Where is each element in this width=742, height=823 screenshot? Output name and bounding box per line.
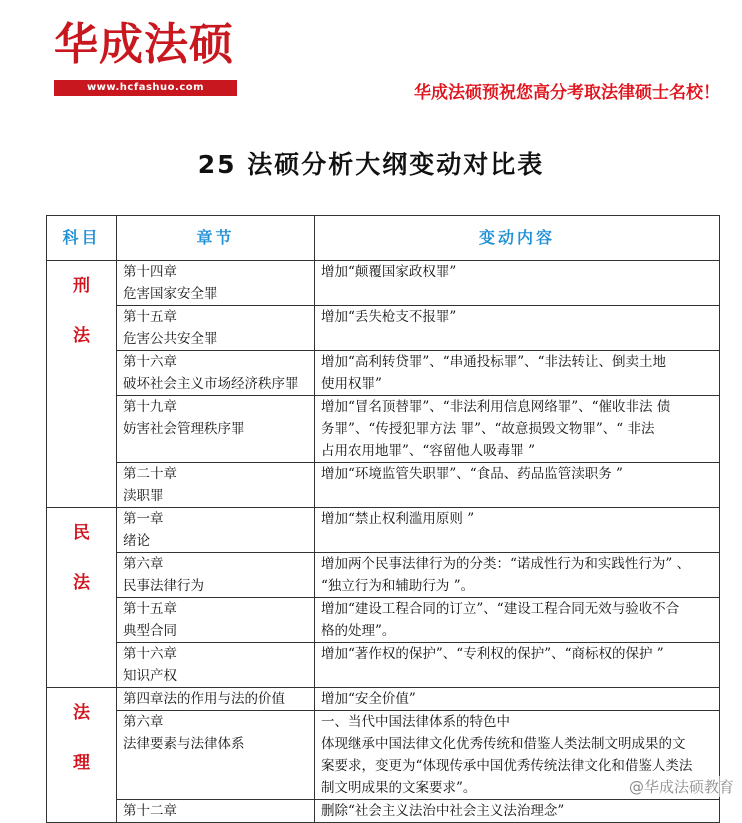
subject-char: 刑	[73, 276, 90, 296]
chapter-line: 第十六章	[123, 646, 177, 662]
chapter-line: 第十四章	[123, 264, 177, 280]
change-cell	[315, 261, 720, 306]
change-line: 案要求，变更为“体现传承中国优秀传统法律文化和借鉴人类法	[321, 758, 693, 774]
header-subject: 科目	[47, 216, 117, 261]
logo-name: 华成法硕	[54, 19, 234, 70]
chapter-line: 第四章法的作用与法的价值	[123, 691, 285, 707]
chapter-line: 第一章	[123, 511, 164, 527]
change-line: 增加“高利转贷罪”、“串通投标罪”、“非法转让、倒卖土地	[321, 354, 667, 370]
table-row	[47, 598, 720, 643]
change-line: 体现继承中国法律文化优秀传统和借鉴人类法制文明成果的文	[321, 736, 686, 752]
subject-cell	[47, 508, 117, 688]
subject-char: 民	[73, 523, 90, 543]
table-row	[47, 688, 720, 711]
chapter-line: 破坏社会主义市场经济秩序罪	[123, 376, 299, 392]
table-row	[47, 553, 720, 598]
header-slogan: 华成法硕预祝您高分考取法律硕士名校！	[414, 83, 720, 103]
chapter-cell	[117, 800, 315, 823]
chapter-cell	[117, 306, 315, 351]
change-cell	[315, 688, 720, 711]
table-header-row	[47, 216, 720, 261]
chapter-line: 知识产权	[123, 668, 177, 684]
change-line: 增加“建设工程合同的订立”、“建设工程合同无效与验收不合	[321, 601, 680, 617]
chapter-line: 第十五章	[123, 309, 177, 325]
subject-char: 理	[73, 753, 90, 773]
table-row	[47, 508, 720, 553]
change-cell	[315, 643, 720, 688]
change-line: 增加“著作权的保护”、“专利权的保护”、“商标权的保护 ”	[321, 646, 664, 662]
chapter-line: 第六章	[123, 714, 164, 730]
chapter-cell	[117, 688, 315, 711]
chapter-cell	[117, 351, 315, 396]
change-cell	[315, 396, 720, 463]
change-cell	[315, 800, 720, 823]
watermark: @华成法硕教育	[628, 778, 734, 796]
table-row	[47, 306, 720, 351]
chapter-cell	[117, 711, 315, 800]
change-line: 增加两个民事法律行为的分类：“诺成性行为和实践性行为” 、	[321, 556, 691, 572]
change-line: 一、当代中国法律体系的特色中	[321, 714, 510, 730]
header-changes: 变动内容	[315, 216, 720, 261]
chapter-cell	[117, 643, 315, 688]
chapter-line: 典型合同	[123, 623, 177, 639]
table-row	[47, 261, 720, 306]
chapter-line: 第六章	[123, 556, 164, 572]
table-row	[47, 800, 720, 823]
table-body	[47, 261, 720, 823]
subject-char: 法	[73, 573, 90, 593]
header-chapter: 章节	[117, 216, 315, 261]
logo	[54, 16, 237, 96]
change-cell	[315, 463, 720, 508]
table-row	[47, 351, 720, 396]
change-line: 增加“冒名顶替罪”、“非法利用信息网络罪”、“催收非法 债	[321, 399, 671, 415]
logo-url: www.hcfashuo.com	[54, 80, 237, 96]
table-row	[47, 711, 720, 800]
chapter-line: 民事法律行为	[123, 578, 204, 594]
change-line: “独立行为和辅助行为 ”。	[321, 578, 475, 594]
subject-char: 法	[73, 703, 90, 723]
change-cell	[315, 508, 720, 553]
chapter-line: 渎职罪	[123, 488, 164, 504]
chapter-cell	[117, 261, 315, 306]
subject-cell	[47, 688, 117, 823]
subject-char: 法	[73, 326, 90, 346]
change-line: 占用农用地罪”、“容留他人吸毒罪 ”	[321, 443, 535, 459]
change-line: 增加“禁止权利滥用原则 ”	[321, 511, 475, 527]
change-line: 使用权罪”	[321, 376, 382, 392]
change-cell	[315, 553, 720, 598]
change-line: 增加“丢失枪支不报罪”	[321, 309, 457, 325]
chapter-line: 第二十章	[123, 466, 177, 482]
chapter-line: 第十九章	[123, 399, 177, 415]
chapter-cell	[117, 396, 315, 463]
chapter-line: 危害公共安全罪	[123, 331, 218, 347]
change-cell	[315, 351, 720, 396]
change-line: 制文明成果的文案要求”。	[321, 780, 477, 796]
chapter-line: 危害国家安全罪	[123, 286, 218, 302]
chapter-cell	[117, 508, 315, 553]
change-cell	[315, 598, 720, 643]
comparison-table	[46, 215, 720, 823]
chapter-cell	[117, 553, 315, 598]
change-line: 务罪”、“传授犯罪方法 罪”、“故意损毁文物罪”、“ 非法	[321, 421, 655, 437]
document-title: 25 法硕分析大纲变动对比表	[197, 150, 545, 179]
table-row	[47, 643, 720, 688]
chapter-cell	[117, 598, 315, 643]
chapter-line: 法律要素与法律体系	[123, 736, 245, 752]
chapter-line: 妨害社会管理秩序罪	[123, 421, 245, 437]
change-line: 格的处理”。	[321, 623, 396, 639]
change-line: 增加“安全价值”	[321, 691, 416, 707]
change-cell	[315, 306, 720, 351]
subject-cell	[47, 261, 117, 508]
chapter-cell	[117, 463, 315, 508]
chapter-line: 第十六章	[123, 354, 177, 370]
table-row	[47, 396, 720, 463]
chapter-line: 第十五章	[123, 601, 177, 617]
change-line: 增加“环境监管失职罪”、“食品、药品监管渎职务 ”	[321, 466, 623, 482]
chapter-line: 绪论	[123, 533, 150, 549]
chapter-line: 第十二章	[123, 803, 177, 819]
change-line: 增加“颠覆国家政权罪”	[321, 264, 457, 280]
table-row	[47, 463, 720, 508]
change-line: 删除“社会主义法治中社会主义法治理念”	[321, 803, 565, 819]
